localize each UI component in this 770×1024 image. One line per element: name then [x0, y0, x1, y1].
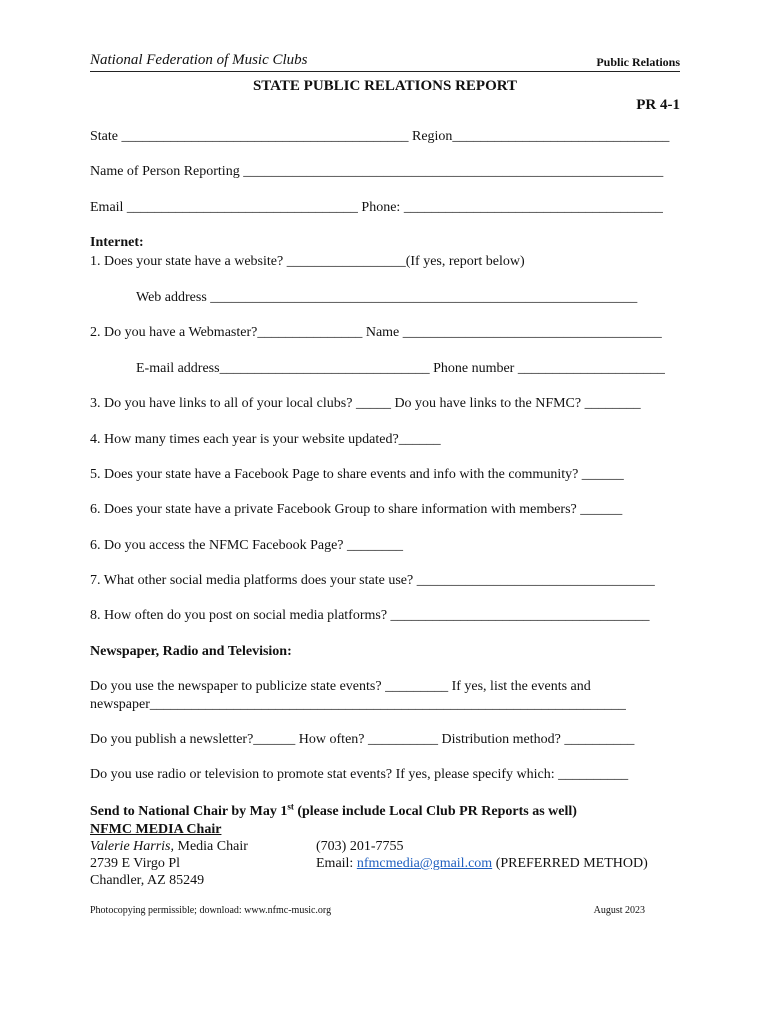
social-platforms-question[interactable]: 7. What other social media platforms does your state use? __________________________________ — [90, 573, 655, 588]
person-reporting-field[interactable]: Name of Person Reporting ____________________________________________________________ — [90, 164, 664, 179]
chair-name: Valerie Harris, — [90, 839, 174, 854]
posting-frequency-question[interactable]: 8. How often do you post on social media platforms? _____________________________________ — [90, 608, 650, 623]
links-question[interactable]: 3. Do you have links to all of your local clubs? _____ Do you have links to the NFMC? ________ — [90, 396, 641, 411]
media-heading: Newspaper, Radio and Television: — [90, 644, 292, 659]
nfmc-facebook-question[interactable]: 6. Do you access the NFMC Facebook Page? ________ — [90, 538, 404, 553]
internet-heading: Internet: — [90, 235, 144, 250]
chair-email-line — [316, 856, 648, 872]
send-date-suffix: st — [287, 801, 294, 812]
email-label: Email: — [316, 856, 357, 871]
webmaster-contact-field[interactable]: E-mail address______________________________ Phone number _____________________ — [136, 361, 665, 376]
newsletter-question[interactable]: Do you publish a newsletter?______ How often? __________ Distribution method? __________ — [90, 732, 635, 747]
facebook-page-question[interactable]: 5. Does your state have a Facebook Page to share events and info with the community? ______ — [90, 467, 624, 482]
footer-note: Photocopying permissible; download: www.nfmc-music.org — [90, 905, 332, 916]
newspaper-question[interactable]: Do you use the newspaper to publicize state events? _________ If yes, list the events and — [90, 679, 591, 694]
chair-title: NFMC MEDIA Chair — [90, 822, 222, 837]
chair-street: 2739 E Virgo Pl — [90, 856, 181, 871]
document-title: STATE PUBLIC RELATIONS REPORT — [252, 78, 518, 94]
web-address-field[interactable]: Web address _____________________________________________________________ — [136, 290, 638, 305]
radio-tv-question[interactable]: Do you use radio or television to promote stat events? If yes, please specify which: __________ — [90, 767, 629, 782]
chair-phone: (703) 201-7755 — [316, 839, 404, 854]
state-region-field[interactable]: State _________________________________________ Region_______________________________ — [90, 129, 670, 144]
send-instructions — [90, 801, 577, 820]
update-frequency-question[interactable]: 4. How many times each year is your website updated?______ — [90, 432, 441, 447]
chair-email-link[interactable]: nfmcmedia@gmail.com — [356, 856, 493, 871]
send-instructions-note: (please include Local Club PR Reports as well) — [293, 804, 577, 819]
webmaster-question[interactable]: 2. Do you have a Webmaster?_______________ Name _____________________________________ — [90, 325, 662, 340]
chair-role: Media Chair — [174, 839, 248, 854]
header-rule — [90, 71, 680, 72]
email-phone-field[interactable]: Email _________________________________ Phone: _____________________________________ — [90, 200, 663, 215]
form-code: PR 4-1 — [636, 97, 680, 113]
section-label: Public Relations — [596, 55, 680, 69]
footer-date: August 2023 — [593, 905, 645, 916]
organization-name: National Federation of Music Clubs — [90, 52, 308, 68]
send-instructions-text: Send to National Chair by May 1 — [90, 804, 288, 819]
facebook-group-question[interactable]: 6. Does your state have a private Facebook Group to share information with members? ______ — [90, 502, 623, 517]
email-note: (PREFERRED METHOD) — [492, 856, 648, 871]
newspaper-list-field[interactable]: newspaper____________________________________________________________________ — [90, 697, 626, 712]
chair-city: Chandler, AZ 85249 — [90, 873, 205, 888]
website-question[interactable]: 1. Does your state have a website? _________________(If yes, report below) — [90, 254, 525, 269]
chair-name-line — [90, 839, 248, 855]
